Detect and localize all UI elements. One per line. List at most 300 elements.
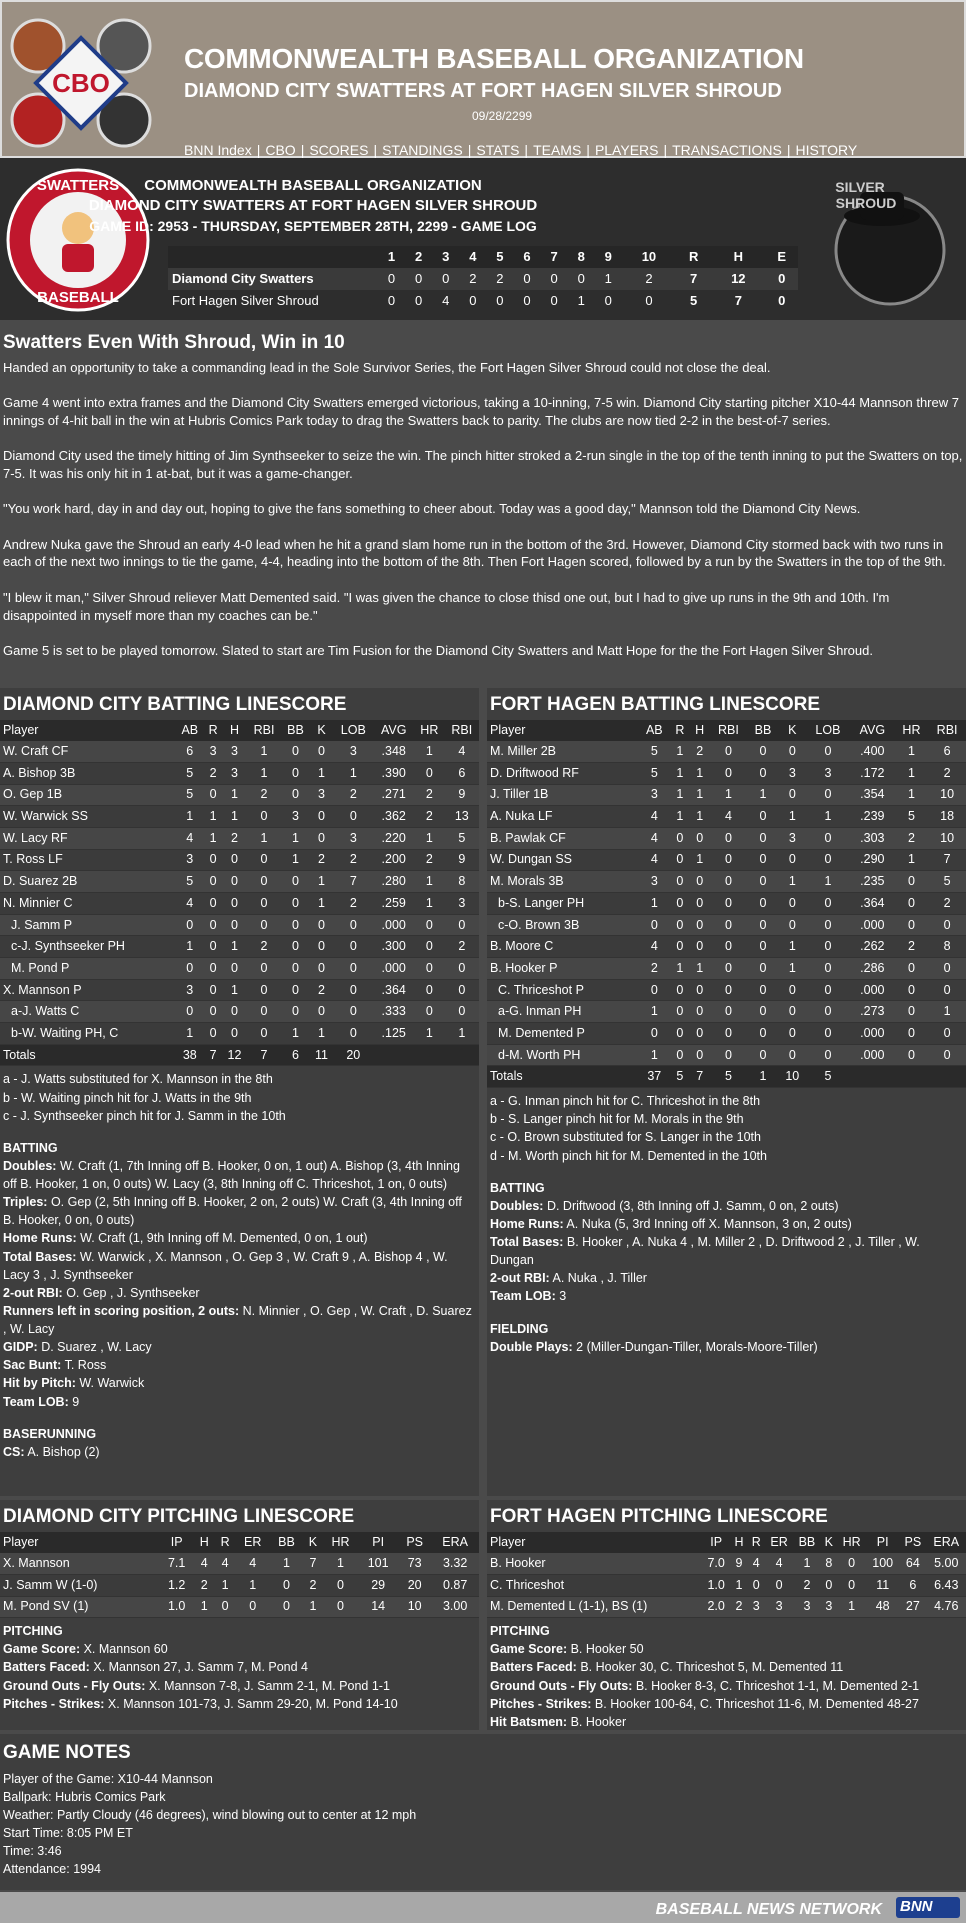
stat-cell: 0 [710, 979, 748, 1001]
stat-cell: 0 [414, 958, 444, 980]
dc-pitching-panel [0, 1500, 479, 1730]
note-line [3, 1640, 476, 1658]
section-head: FIELDING [490, 1321, 549, 1336]
stat-cell: 8 [821, 1553, 837, 1575]
player-link[interactable]: W. Craft [3, 743, 49, 758]
note-text: X. Mannson 101-73, J. Samm 29-20, M. Pond 14-10 [104, 1696, 398, 1711]
stat-cell: 7.0 [702, 1553, 730, 1575]
stat-cell: 0 [445, 958, 479, 980]
stat-cell: 0 [333, 936, 373, 958]
nav-history[interactable]: HISTORY [795, 142, 858, 158]
stat-cell: 0 [639, 914, 670, 936]
note-label: Ground Outs - Fly Outs: [3, 1678, 146, 1693]
stat-cell: 0 [690, 1023, 710, 1045]
batter-row [0, 892, 479, 914]
player-link[interactable]: J. Tiller [490, 787, 530, 802]
note-label: Triples: [3, 1195, 48, 1210]
player-link[interactable]: W. Waiting [22, 1025, 82, 1040]
stat-cell: 0 [670, 1023, 690, 1045]
stat-cell: 6.43 [927, 1574, 966, 1596]
stat-cell: 29 [358, 1574, 398, 1596]
player-link[interactable]: N. Minnier [3, 895, 60, 910]
sub-prefix: a- [11, 1004, 23, 1019]
stat-cell: 9 [445, 849, 479, 871]
player-position: 1B [43, 787, 63, 802]
batter-cell [0, 762, 175, 784]
nav-players[interactable]: PLAYERS [594, 142, 659, 158]
stat-cell: 0 [222, 914, 247, 936]
stat-cell: 0 [247, 958, 281, 980]
note-text: B. Hooker 100-64, C. Thriceshot 11-6, M. Demented 48-27 [591, 1696, 919, 1711]
stat-cell: 2 [414, 784, 444, 806]
nav-cbo[interactable]: CBO [265, 142, 296, 158]
stat-cell: 0 [806, 914, 850, 936]
stat-cell: 0 [236, 1596, 270, 1618]
player-link[interactable]: W. Dungan [490, 852, 552, 867]
stat-cell: 1 [779, 936, 806, 958]
stat-cell: 0 [175, 958, 204, 980]
stat-cell: 1 [895, 762, 929, 784]
footer-network-name: BASEBALL NEWS NETWORK [655, 1901, 882, 1918]
stat-cell: 1 [710, 784, 748, 806]
note-label: Pitches - Strikes: [490, 1696, 592, 1711]
player-position: 3B [544, 874, 564, 889]
batter-row [487, 892, 966, 914]
batter-row [0, 741, 479, 763]
stat-cell: 1 [310, 892, 333, 914]
stat-cell: 1 [670, 958, 690, 980]
sub-prefix: a- [498, 1004, 510, 1019]
pitcher-cell [487, 1596, 702, 1618]
column-header: ER [765, 1532, 793, 1553]
stat-cell: 3 [310, 784, 333, 806]
svg-text:SILVER: SILVER [835, 179, 885, 195]
stat-cell: .348 [373, 741, 414, 763]
column-header: H [194, 1532, 215, 1553]
batter-cell [0, 914, 175, 936]
stat-cell: 3 [175, 849, 204, 871]
stat-cell: 3 [222, 741, 247, 763]
player-position: P [573, 1025, 585, 1040]
sub-prefix [3, 918, 11, 932]
stat-cell: 0 [281, 914, 310, 936]
batter-row [0, 827, 479, 849]
stat-cell: 2 [247, 936, 281, 958]
note-label: GIDP: [3, 1340, 38, 1355]
scorebox-matchup: DIAMOND CITY SWATTERS AT FORT HAGEN SILVER SHROUD [88, 197, 538, 214]
batter-cell [487, 1023, 639, 1045]
stat-cell: 0 [323, 1596, 358, 1618]
stat-cell: 0 [204, 936, 222, 958]
totals-cell [928, 1066, 966, 1088]
player-link[interactable]: W. Warwick [3, 809, 68, 824]
player-position: P [545, 960, 558, 975]
pitcher-row [0, 1596, 479, 1618]
stat-cell: 2 [414, 849, 444, 871]
stat-cell: 0 [895, 914, 929, 936]
player-link[interactable]: J. Samm [11, 917, 61, 932]
note-text: O. Gep (2, 5th Inning off B. Hooker, 2 on, 2 outs) W. Craft (3, 4th Inning off B. Hooker, 0 on, 0 outs) [3, 1195, 462, 1228]
stat-cell: 0 [779, 979, 806, 1001]
column-header: K [779, 720, 806, 741]
column-header: R [670, 720, 690, 741]
batter-cell [487, 784, 639, 806]
stat-cell: 1 [333, 762, 373, 784]
stat-cell: 1 [806, 871, 850, 893]
note-line [3, 1393, 476, 1411]
stat-cell: 0 [747, 762, 778, 784]
stat-cell: 0 [710, 1001, 748, 1023]
player-position: P [57, 960, 70, 975]
stat-cell: .235 [850, 871, 895, 893]
stat-cell: 4 [215, 1553, 236, 1575]
player-position: 2B [537, 743, 556, 758]
batter-row [487, 741, 966, 763]
stat-cell: 0 [281, 892, 310, 914]
column-header: PS [899, 1532, 926, 1553]
note-text: X. Mannson 27, J. Samm 7, M. Pond 4 [89, 1660, 309, 1675]
section-head: PITCHING [490, 1624, 550, 1639]
player-position: CF [48, 743, 69, 758]
stat-cell: 0 [204, 849, 222, 871]
stat-cell: 0 [445, 1001, 479, 1023]
batter-cell [0, 827, 175, 849]
stat-cell: 5 [445, 827, 479, 849]
stat-cell: 8 [928, 936, 966, 958]
stat-cell: 0 [748, 1574, 765, 1596]
stat-cell: 6 [928, 741, 966, 763]
note-text: B. Hooker 8-3, C. Thriceshot 1-1, M. Demented 2-1 [632, 1678, 920, 1693]
player-link[interactable]: D. Suarez [3, 874, 59, 889]
batter-row [487, 979, 966, 1001]
stat-cell: 0 [204, 1023, 222, 1045]
pitching-header-row [0, 1532, 479, 1553]
column-header: BB [281, 720, 310, 741]
stat-cell: .000 [850, 914, 895, 936]
player-link[interactable]: D. Driftwood [490, 765, 559, 780]
stat-cell: 0 [310, 806, 333, 828]
stat-cell: 4 [639, 806, 670, 828]
stat-cell: 0 [310, 1001, 333, 1023]
note-label: Attendance: [3, 1862, 70, 1877]
nav-scores[interactable]: SCORES [309, 142, 369, 158]
player-link[interactable]: B. Hooker [490, 960, 546, 975]
player-link[interactable]: G. Inman [509, 1004, 561, 1019]
player-link[interactable]: B. Pawlak [490, 830, 546, 845]
stat-cell: 0 [806, 741, 850, 763]
note-line [3, 1842, 963, 1860]
stat-cell: 2 [333, 892, 373, 914]
note-text: T. Ross [61, 1358, 107, 1373]
totals-cell [895, 1066, 929, 1088]
stat-cell: 0 [747, 1001, 778, 1023]
pitcher-row [0, 1553, 479, 1575]
stat-cell: 1 [414, 892, 444, 914]
note-label: Team LOB: [490, 1289, 556, 1304]
stat-cell: 1 [690, 784, 710, 806]
stat-cell: 2 [793, 1574, 820, 1596]
stat-cell: 0 [270, 1596, 303, 1618]
stat-cell: 0 [670, 871, 690, 893]
note-line [490, 1233, 963, 1269]
note-text: W. Craft (1, 7th Inning off B. Hooker, 0 on, 1 out) A. Bishop (3, 4th Inning off B. Hooker, 1 on, 0 outs) W. Lacy (3, 8th Inning off C. Thriceshot, 1 on, 0 outs) [3, 1158, 460, 1192]
stat-cell: 0 [747, 1044, 778, 1066]
note-label: Doubles: [3, 1158, 57, 1173]
player-link[interactable]: A. Bishop [3, 765, 57, 780]
stat-cell: 1 [247, 827, 281, 849]
stat-cell: .290 [850, 849, 895, 871]
player-link[interactable]: O. Gep [3, 787, 44, 802]
stat-cell: 0 [310, 936, 333, 958]
player-link[interactable]: A. Nuka [490, 809, 535, 824]
note-line [490, 1269, 963, 1287]
note-line [3, 1695, 476, 1713]
player-position: PH [563, 895, 585, 910]
batter-row [0, 979, 479, 1001]
note-label: Game Score: [3, 1642, 81, 1657]
nav-standings[interactable]: STANDINGS [382, 142, 463, 158]
note-line [3, 1443, 476, 1461]
game-log-link[interactable]: GAME LOG [460, 218, 537, 234]
stat-cell: 1 [670, 741, 690, 763]
note-text: Hubris Comics Park [51, 1789, 166, 1804]
batter-cell [0, 892, 175, 914]
player-position: P [60, 917, 73, 932]
stat-cell: 8 [445, 871, 479, 893]
player-link[interactable]: J. Samm [3, 1577, 53, 1592]
batter-row [0, 762, 479, 784]
note-label: 2-out RBI: [490, 1271, 550, 1286]
stat-cell: 0 [779, 892, 806, 914]
player-link[interactable]: M. Demented [490, 1599, 566, 1614]
stat-cell: 0 [333, 958, 373, 980]
dc-batting-title: DIAMOND CITY BATTING LINESCORE [3, 694, 347, 715]
totals-row [487, 1066, 966, 1088]
stat-cell: 5 [175, 871, 204, 893]
stat-cell: 0 [222, 958, 247, 980]
stat-cell: 2 [333, 784, 373, 806]
player-link[interactable]: M. Demented [498, 1025, 574, 1040]
stat-cell: 0 [670, 827, 690, 849]
stat-cell: .300 [373, 936, 414, 958]
sub-prefix: b- [11, 1025, 23, 1040]
stat-cell: 73 [398, 1553, 431, 1575]
player-link[interactable]: M. Worth [509, 1047, 560, 1062]
player-link[interactable]: X. Mannson [3, 1555, 70, 1570]
note-text: 3 [555, 1289, 567, 1304]
sub-prefix [3, 961, 11, 975]
stat-cell: 0 [837, 1574, 866, 1596]
note-label: Double Plays: [490, 1339, 573, 1354]
note-line [490, 1215, 963, 1233]
game-recap [0, 320, 966, 684]
section-head: BATTING [490, 1180, 545, 1195]
stat-cell: 1 [222, 806, 247, 828]
stat-cell: 1 [747, 784, 778, 806]
player-link[interactable]: M. Miller [490, 743, 538, 758]
player-link[interactable]: B. Moore [490, 939, 541, 954]
stat-cell: 0 [821, 1574, 837, 1596]
stat-cell: 4 [765, 1553, 793, 1575]
stat-cell: 7.1 [160, 1553, 194, 1575]
note-line [3, 1770, 963, 1788]
linescore-home: Fort Hagen Silver Shroud 0 0 4 0 0 0 0 1 0 0 5 7 0 [172, 293, 786, 309]
totals-cell: 38 [175, 1044, 204, 1066]
note-text: A. Bishop (2) [24, 1444, 100, 1459]
stat-cell: 13 [445, 806, 479, 828]
stat-cell: .303 [850, 827, 895, 849]
stat-cell: 3 [748, 1596, 765, 1618]
totals-cell: 5 [670, 1066, 690, 1088]
batter-cell [0, 958, 175, 980]
stat-cell: 3 [445, 892, 479, 914]
stat-cell: 0 [710, 849, 748, 871]
stat-cell: 0 [281, 741, 310, 763]
totals-cell [373, 1044, 414, 1066]
totals-cell: 5 [710, 1066, 748, 1088]
player-position: LF [534, 809, 553, 824]
pitcher-decision: W (1-0) [52, 1577, 98, 1592]
stat-cell: 2 [895, 936, 929, 958]
stat-cell: 0 [895, 958, 929, 980]
inning-linescore: 1 2 3 4 5 6 7 8 9 10 R H E Diamond City Swatters 0 0 0 2 2 0 0 0 1 2 7 12 0 Fort Hagen Silver Shroud 0 0 4 0 0 0 0 1 0 0 5 7 0 [168, 246, 798, 312]
note-label: Weather: [3, 1807, 54, 1822]
stat-cell: 0 [270, 1574, 303, 1596]
player-link[interactable]: W. Lacy [3, 830, 48, 845]
stat-cell: .000 [850, 1023, 895, 1045]
note-line [490, 1287, 963, 1305]
stat-cell: 3 [281, 806, 310, 828]
stat-cell: 6 [445, 762, 479, 784]
player-link[interactable]: O. Brown [508, 917, 561, 932]
nav-bnn-index[interactable]: BNN Index [184, 142, 252, 158]
stat-cell: 0 [204, 1001, 222, 1023]
stat-cell: 3 [333, 827, 373, 849]
pitcher-cell [487, 1553, 702, 1575]
player-link[interactable]: C. Thriceshot [498, 982, 573, 997]
stat-cell: 2 [730, 1596, 747, 1618]
batter-row [487, 871, 966, 893]
note-line [3, 1284, 476, 1302]
note-label: Ground Outs - Fly Outs: [490, 1678, 633, 1693]
stat-cell: 0 [806, 784, 850, 806]
stat-cell: 0 [779, 914, 806, 936]
note-label: Start Time: [3, 1826, 64, 1841]
stat-cell: 0 [747, 892, 778, 914]
stat-cell: 0 [670, 1001, 690, 1023]
column-header: HR [837, 1532, 866, 1553]
recap-paragraph: "You work hard, day in and day out, hoping to give the fans something to cheer about. Today was a good day," Mannson told the Diamond City News. [3, 501, 861, 517]
note-text: B. Hooker , A. Nuka 4 , M. Miller 2 , D. Driftwood 2 , J. Tiller , W. Dungan [490, 1235, 920, 1268]
player-link[interactable]: M. Pond [3, 1599, 50, 1614]
stat-cell: 0 [247, 849, 281, 871]
stat-cell: .286 [850, 958, 895, 980]
player-link[interactable]: J. Watts [22, 1004, 67, 1019]
stat-cell: 0 [414, 1001, 444, 1023]
note-line [3, 1302, 476, 1338]
column-header: RBI [445, 720, 479, 741]
pitcher-cell [0, 1574, 160, 1596]
column-header: RBI [710, 720, 748, 741]
stat-cell: .364 [850, 892, 895, 914]
dc-batting-notes [0, 1066, 479, 1465]
player-link[interactable]: B. Hooker [490, 1555, 546, 1570]
player-link[interactable]: M. Pond [11, 960, 58, 975]
player-position: 3B [56, 765, 76, 780]
site-footer [0, 1892, 966, 1923]
bnn-logo[interactable]: BNN [896, 1897, 960, 1918]
stat-cell: 0 [710, 741, 748, 763]
batter-cell [0, 1001, 175, 1023]
batter-cell [487, 914, 639, 936]
player-link[interactable]: S. Langer [509, 895, 564, 910]
note-text: W. Craft (1, 9th Inning off M. Demented, 0 on, 1 out) [76, 1231, 368, 1246]
column-header: Player [0, 720, 175, 741]
player-link[interactable]: T. Ross [3, 852, 45, 867]
stat-cell: 1 [670, 806, 690, 828]
batter-cell [0, 979, 175, 1001]
note-text: 8:05 PM ET [63, 1826, 133, 1841]
stat-cell: 0 [747, 979, 778, 1001]
stat-cell: 1 [270, 1553, 303, 1575]
section-head: PITCHING [3, 1624, 63, 1639]
game-notes-title: GAME NOTES [3, 1742, 131, 1763]
stat-cell: 1 [222, 936, 247, 958]
stat-cell: 6 [175, 741, 204, 763]
note-text: 9 [68, 1394, 80, 1409]
stat-cell: 0 [710, 1023, 748, 1045]
nav-stats[interactable]: STATS [476, 142, 520, 158]
nav-transactions[interactable]: TRANSACTIONS [672, 142, 782, 158]
stat-cell: 100 [866, 1553, 899, 1575]
stat-cell: 1 [445, 1023, 479, 1045]
sub-prefix: c- [498, 917, 509, 932]
column-header: ER [236, 1532, 270, 1553]
stat-cell: 3 [779, 827, 806, 849]
column-header: K [310, 720, 333, 741]
stat-cell: 4 [748, 1553, 765, 1575]
player-link[interactable]: C. Thriceshot [490, 1577, 565, 1592]
stat-cell: .000 [850, 979, 895, 1001]
stat-cell: 1 [806, 806, 850, 828]
batter-row [487, 1001, 966, 1023]
stat-cell: 0 [247, 979, 281, 1001]
player-link[interactable]: J. Synthseeker [21, 939, 105, 954]
player-link[interactable]: X. Mannson [3, 982, 70, 997]
stat-cell: 3 [779, 762, 806, 784]
cbo-logo[interactable] [8, 16, 154, 152]
recap-headline: Swatters Even With Shroud, Win in 10 [3, 332, 345, 353]
player-link[interactable]: M. Morals [490, 874, 545, 889]
stat-cell: 1 [690, 958, 710, 980]
batter-cell [0, 784, 175, 806]
totals-cell [445, 1044, 479, 1066]
nav-teams[interactable]: TEAMS [533, 142, 582, 158]
batter-row [487, 849, 966, 871]
stat-cell: 0 [895, 1044, 929, 1066]
column-header: Player [487, 1532, 702, 1553]
stat-cell: 0 [281, 979, 310, 1001]
silver-shroud-logo[interactable] [820, 172, 950, 308]
stat-cell: 2 [414, 806, 444, 828]
stat-cell: 1 [690, 762, 710, 784]
stat-cell: 0 [806, 892, 850, 914]
totals-cell: 7 [690, 1066, 710, 1088]
stat-cell: 0 [806, 1044, 850, 1066]
stat-cell: 0 [747, 806, 778, 828]
player-position: CF [545, 830, 566, 845]
note-text: B. Hooker 30, C. Thriceshot 5, M. Demented 11 [576, 1660, 844, 1675]
